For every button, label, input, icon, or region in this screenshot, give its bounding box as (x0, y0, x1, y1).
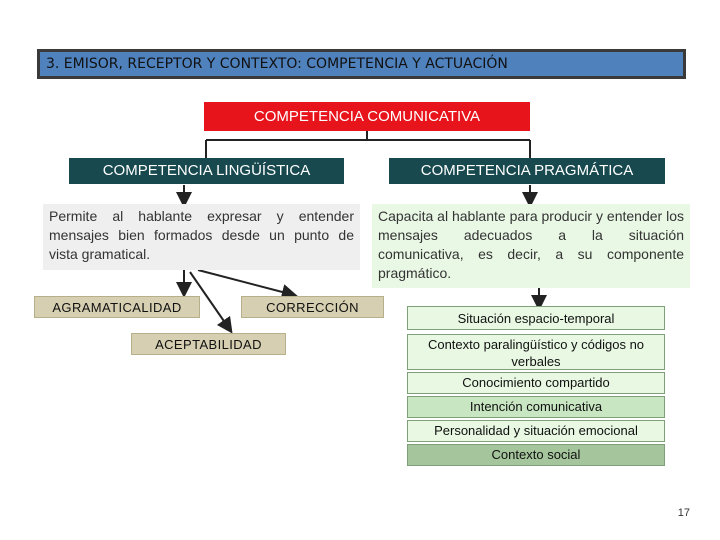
correccion-node: CORRECCIÓN (241, 296, 384, 318)
agramaticalidad-node: AGRAMATICALIDAD (34, 296, 200, 318)
aceptabilidad-node: ACEPTABILIDAD (131, 333, 286, 355)
competencia-linguistica-label: COMPETENCIA LINGÜÍSTICA (102, 162, 311, 179)
list-item-conocimiento: Conocimiento compartido (407, 372, 665, 394)
competencia-pragmatica-description: Capacita al hablante para producir y entender los mensajes adecuados a la situación comunicativa, es decir, a su componente pragmático. (372, 204, 690, 288)
root-node (204, 102, 530, 131)
list-item-personalidad: Personalidad y situación emocional (407, 420, 665, 442)
slide-title: 3. EMISOR, RECEPTOR Y CONTEXTO: COMPETENCIA Y ACTUACIÓN (46, 56, 508, 72)
root-connector (206, 131, 530, 158)
page-number: 17 (677, 507, 690, 519)
list-item-intencion: Intención comunicativa (407, 396, 665, 418)
competencia-pragmatica-node (389, 158, 665, 184)
list-item-contexto-paralinguistico: Contexto paralingüístico y códigos no verbales (407, 334, 665, 370)
list-item-contexto-social: Contexto social (407, 444, 665, 466)
root-label: COMPETENCIA COMUNICATIVA (253, 108, 481, 125)
competencia-pragmatica-label: COMPETENCIA PRAGMÁTICA (420, 162, 634, 179)
list-item-situacion: Situación espacio-temporal (407, 306, 665, 330)
arrow-correccion (198, 270, 290, 294)
competencia-linguistica-description: Permite al hablante expresar y entender mensajes bien formados desde un punto de vista gramatical. (43, 204, 360, 270)
competencia-linguistica-node (69, 158, 344, 184)
